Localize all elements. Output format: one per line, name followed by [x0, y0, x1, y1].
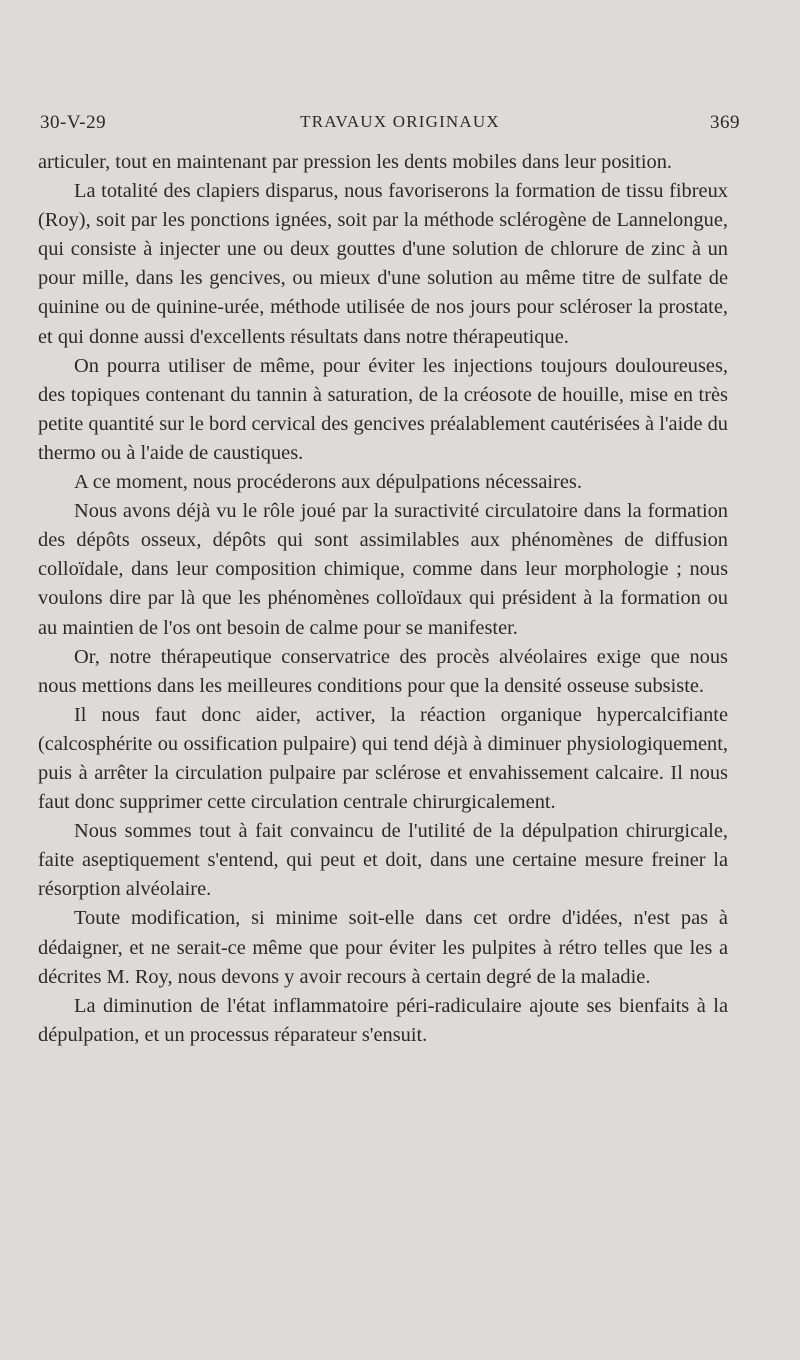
paragraph: articuler, tout en maintenant par pression les dents mobiles dans leur position.	[38, 151, 672, 173]
header-title: TRAVAUX ORIGINAUX	[300, 112, 500, 131]
header-date: 30-V-29	[40, 112, 107, 133]
paragraph: Or, notre thérapeutique conservatrice des procès alvéolaires exige que nous nous mettions dans les meilleures conditions pour que la densité osseuse subsiste.	[38, 645, 728, 697]
paragraph: On pourra utiliser de même, pour éviter les injections toujours douloureuses, des topiques contenant du tannin à saturation, de la créosote de houille, mise en très petite quantité sur le bord cervical des gencives préalablement cautérisées à l'aide du thermo ou à l'aide de caustiques.	[38, 354, 728, 464]
paragraph: Il nous faut donc aider, activer, la réaction organique hypercalcifiante (calcosphérite ou ossification pulpaire) qui tend déjà à diminuer physiologiquement, puis à arrêter la circulation pulpaire par sclérose et envahissement calcaire. Il nous faut donc supprimer cette circulation centrale chirurgicalement.	[38, 703, 728, 814]
paragraph: A ce moment, nous procéderons aux dépulpations nécessaires.	[74, 471, 582, 494]
running-header	[40, 112, 760, 142]
paragraph: Nous sommes tout à fait convaincu de l'utilité de la dépulpation chirurgicale, faite aseptiquement s'entend, qui peut et doit, dans une certaine mesure freiner la résorption alvéolaire.	[38, 820, 728, 901]
paragraph: La totalité des clapiers disparus, nous favoriserons la formation de tissu fibreux (Roy), soit par les ponctions ignées, soit par la méthode sclérogène de Lannelongue, qui consiste à injecter une ou deux gouttes d'une solution de chlorure de zinc à un pour mille, dans les gencives, ou mieux d'une solution au même titre de sulfate de quinine ou de quinine-urée, méthode utilisée de nos jours pour scléroser la prostate, et qui donne aussi d'excellents résultats dans notre thérapeutique.	[38, 180, 728, 348]
body-text	[38, 148, 728, 1050]
paragraph: La diminution de l'état inflammatoire péri-radiculaire ajoute ses bienfaits à la dépulpation, et un processus réparateur s'ensuit.	[38, 994, 728, 1046]
paragraph: Nous avons déjà vu le rôle joué par la suractivité circulatoire dans la formation des dépôts osseux, dépôts qui sont assimilables aux phénomènes de diffusion colloïdale, dans leur composition chimique, comme dans leur morphologie ; nous voulons dire par là que les phénomènes colloïdaux qui président à la formation ou au maintien de l'os ont besoin de calme pour se manifester.	[38, 500, 728, 639]
paragraph: Toute modification, si minime soit-elle dans cet ordre d'idées, n'est pas à dédaigner, et ne serait-ce même que pour éviter les pulpites à rétro telles que les a décrites M. Roy, nous devons y avoir recours à certain degré de la maladie.	[38, 907, 728, 988]
page-number: 369	[710, 112, 740, 133]
